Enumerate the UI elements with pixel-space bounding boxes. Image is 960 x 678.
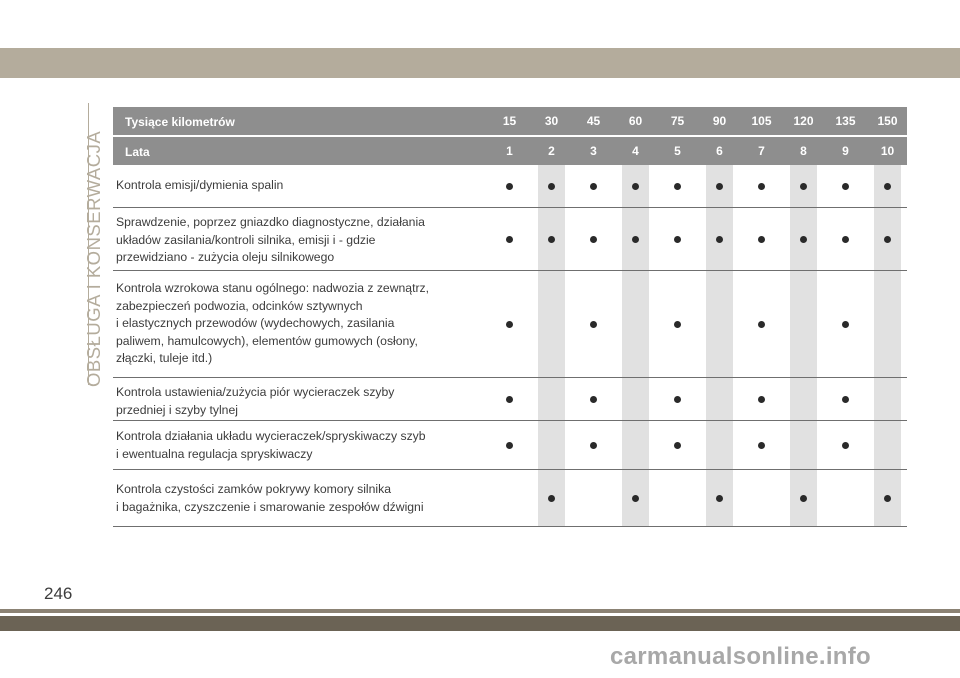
description-line: Sprawdzenie, poprzez gniazdko diagnostyczne, działania [116,215,425,229]
row-description [116,280,486,368]
section-title: OBSŁUGA I KONSERWACJA [83,130,104,387]
bottom-band-line [0,609,960,613]
page-number: 246 [44,584,73,603]
table-row [113,165,907,208]
service-dot-icon [884,495,891,502]
interval-column [622,271,649,377]
description-line: i elastycznych przewodów (wydechowych, zasilania [116,316,395,330]
service-dot-icon [590,321,597,328]
interval-column [580,208,607,270]
interval-column [664,208,691,270]
service-dot-icon [842,396,849,403]
interval-column [622,165,649,207]
row-description [116,384,486,419]
maintenance-table [113,107,907,527]
service-dot-icon [842,442,849,449]
years-cell: 5 [674,144,681,158]
service-dot-icon [758,442,765,449]
service-dot-icon [800,236,807,243]
interval-column [664,421,691,469]
interval-column [622,378,649,420]
km-cell: 105 [751,114,772,128]
interval-column [874,378,901,420]
interval-column [748,378,775,420]
interval-column [790,421,817,469]
years-cell: 6 [716,144,723,158]
years-cell: 3 [590,144,597,158]
service-dot-icon [506,442,513,449]
description-line: Kontrola działania układu wycieraczek/spryskiwaczy szyb [116,429,426,443]
top-band [0,48,960,78]
table-row [113,470,907,527]
years-cell: 4 [632,144,639,158]
years-label: Lata [125,145,150,159]
service-dot-icon [716,495,723,502]
description-line: przedniej i szyby tylnej [116,402,238,417]
header-row-years [113,137,907,165]
years-cell: 8 [800,144,807,158]
interval-column [874,208,901,270]
interval-column [790,470,817,526]
row-description [116,214,486,267]
service-dot-icon [674,321,681,328]
km-cell: 120 [793,114,814,128]
interval-column [874,271,901,377]
description-line: i ewentualna regulacja spryskiwaczy [116,446,313,461]
interval-column [832,208,859,270]
km-cell: 75 [670,114,685,128]
service-dot-icon [716,236,723,243]
interval-column [538,470,565,526]
description-line: przewidziano - zużycia oleju silnikowego [116,250,335,264]
interval-column [790,378,817,420]
table-body [113,165,907,527]
interval-column [538,208,565,270]
service-dot-icon [548,236,555,243]
interval-column [580,271,607,377]
interval-column [706,271,733,377]
interval-column [748,470,775,526]
service-dot-icon [674,442,681,449]
table-row [113,271,907,378]
years-cell: 1 [506,144,513,158]
interval-column [496,208,523,270]
km-cell: 15 [502,114,517,128]
service-dot-icon [674,396,681,403]
service-dot-icon [590,183,597,190]
interval-column [706,470,733,526]
interval-column [874,421,901,469]
service-dot-icon [632,495,639,502]
interval-column [706,165,733,207]
interval-column [622,421,649,469]
km-cell: 45 [586,114,601,128]
interval-column [496,421,523,469]
service-dot-icon [758,183,765,190]
description-line: Kontrola ustawienia/zużycia piór wycieraczek szyby [116,385,395,399]
years-cell: 7 [758,144,765,158]
interval-column [538,271,565,377]
service-dot-icon [842,236,849,243]
row-description [116,481,486,516]
km-cell: 90 [712,114,727,128]
table-row [113,208,907,271]
service-dot-icon [884,183,891,190]
interval-column [790,271,817,377]
interval-column [664,470,691,526]
service-dot-icon [758,396,765,403]
interval-column [538,165,565,207]
service-dot-icon [506,183,513,190]
interval-column [664,165,691,207]
years-cell: 10 [880,144,895,158]
service-dot-icon [590,236,597,243]
interval-column [496,271,523,377]
interval-column [580,470,607,526]
interval-column [664,378,691,420]
row-description [116,428,486,463]
interval-column [874,165,901,207]
interval-column [538,378,565,420]
service-dot-icon [674,236,681,243]
description-line: zabezpieczeń podwozia, odcinków sztywnych [116,298,363,313]
service-dot-icon [800,495,807,502]
description-line: Kontrola wzrokowa stanu ogólnego: nadwozia z zewnątrz, [116,281,429,295]
interval-column [790,165,817,207]
service-dot-icon [674,183,681,190]
service-dot-icon [506,396,513,403]
service-dot-icon [506,321,513,328]
interval-column [496,470,523,526]
interval-column [622,470,649,526]
interval-column [832,378,859,420]
bottom-band [0,616,960,631]
service-dot-icon [548,183,555,190]
interval-column [706,208,733,270]
service-dot-icon [506,236,513,243]
years-cell: 9 [842,144,849,158]
interval-column [832,165,859,207]
description-line: i bagażnika, czyszczenie i smarowanie zespołów dźwigni [116,499,424,514]
service-dot-icon [758,321,765,328]
description-line: Kontrola emisji/dymienia spalin [116,178,284,192]
interval-column [580,378,607,420]
km-cell: 60 [628,114,643,128]
km-cell: 30 [544,114,559,128]
interval-column [832,271,859,377]
service-dot-icon [842,321,849,328]
km-cell: 150 [877,114,898,128]
service-dot-icon [758,236,765,243]
row-description [116,177,486,195]
km-cell: 135 [835,114,856,128]
service-dot-icon [632,236,639,243]
service-dot-icon [590,396,597,403]
interval-column [580,165,607,207]
watermark: carmanualsonline.info [610,643,872,670]
description-line: złączki, tuleje itd.) [116,351,213,365]
table-row [113,421,907,470]
service-dot-icon [590,442,597,449]
interval-column [832,421,859,469]
interval-column [706,378,733,420]
description-line: układów zasilania/kontroli silnika, emisji i - gdzie [116,232,376,247]
interval-column [580,421,607,469]
km-label: Tysiące kilometrów [125,115,235,129]
description-line: paliwem, hamulcowych), elementów gumowych (osłony, [116,333,418,348]
interval-column [706,421,733,469]
service-dot-icon [884,236,891,243]
interval-column [790,208,817,270]
interval-column [622,208,649,270]
table-row [113,378,907,421]
service-dot-icon [548,495,555,502]
service-dot-icon [800,183,807,190]
interval-column [496,165,523,207]
interval-column [748,165,775,207]
interval-column [874,470,901,526]
service-dot-icon [632,183,639,190]
description-line: Kontrola czystości zamków pokrywy komory silnika [116,482,391,496]
interval-column [748,208,775,270]
service-dot-icon [842,183,849,190]
interval-column [664,271,691,377]
interval-column [538,421,565,469]
interval-column [496,378,523,420]
service-dot-icon [716,183,723,190]
header-row-km [113,107,907,137]
years-cell: 2 [548,144,555,158]
interval-column [748,271,775,377]
interval-column [748,421,775,469]
interval-column [832,470,859,526]
